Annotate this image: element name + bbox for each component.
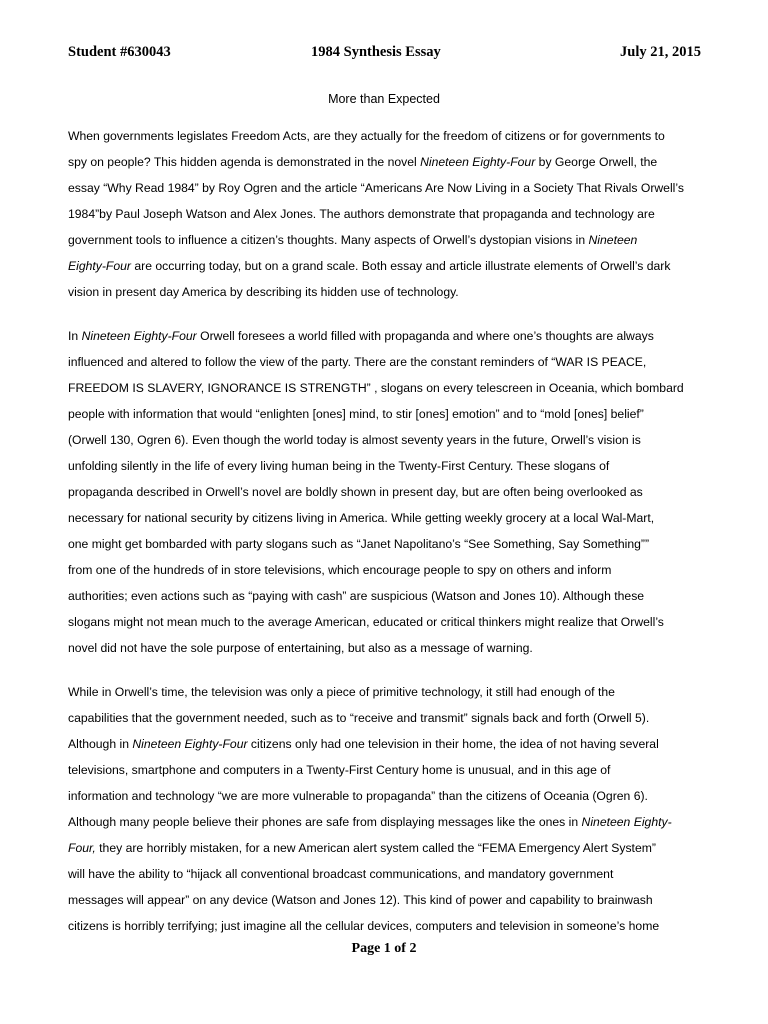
text-line: When governments legislates Freedom Acts, are they actually for the freedom of citizens or for governments to xyxy=(68,129,665,143)
paragraph-1 xyxy=(68,123,698,305)
text-line: televisions, smartphone and computers in a Twenty-First Century home is unusual, and in this age of xyxy=(68,763,611,777)
paragraph-3 xyxy=(68,679,698,939)
text-line: messages will appear” on any device (Watson and Jones 12). This kind of power and capability to brainwash xyxy=(68,893,653,907)
essay-course: 1984 Synthesis Essay xyxy=(311,44,441,60)
page-number: Page 1 of 2 xyxy=(351,941,417,956)
text-line: propaganda described in Orwell’s novel are boldly shown in present day, but are often being overlooked as xyxy=(68,485,643,499)
text-line: (Orwell 130, Ogren 6). Even though the world today is almost seventy years in the future, Orwell’s vision is xyxy=(68,433,641,447)
text-line: authorities; even actions such as “paying with cash” are suspicious (Watson and Jones 10). Although these xyxy=(68,589,645,603)
text-line: unfolding silently in the life of every living human being in the Twenty-First Century. These slogans of xyxy=(68,459,610,473)
page-header xyxy=(68,44,701,66)
text-line: essay “Why Read 1984” by Roy Ogren and the article “Americans Are Now Living in a Society That Rivals Orwell’s xyxy=(68,181,684,195)
text-line: novel did not have the sole purpose of entertaining, but also as a message of warning. xyxy=(68,641,533,655)
text-line: from one of the hundreds of in store televisions, which encourage people to spy on others and inform xyxy=(68,563,612,577)
text-line: information and technology “we are more vulnerable to propaganda” than the citizens of Oceania (Ogren 6). xyxy=(68,789,648,803)
text-line: Although many people believe their phones are safe from displaying messages like the ones in Nineteen Eighty- xyxy=(68,815,672,829)
text-line: In Nineteen Eighty-Four Orwell foresees a world filled with propaganda and where one’s thoughts are always xyxy=(68,329,654,343)
text-line: citizens is horribly terrifying; just imagine all the cellular devices, computers and television in someone’s home xyxy=(68,919,660,933)
student-id: Student #630043 xyxy=(68,44,171,60)
text-line: slogans might not mean much to the average American, educated or critical thinkers might realize that Orwell’s xyxy=(68,615,664,629)
text-line: spy on people? This hidden agenda is demonstrated in the novel Nineteen Eighty-Four by George Orwell, the xyxy=(68,155,658,169)
text-line: Although in Nineteen Eighty-Four citizens only had one television in their home, the idea of not having several xyxy=(68,737,659,751)
text-line: Eighty-Four are occurring today, but on a grand scale. Both essay and article illustrate elements of Orwell’s dark xyxy=(68,259,671,273)
text-line: capabilities that the government needed, such as to “receive and transmit” signals back and forth (Orwell 5). xyxy=(68,711,650,725)
text-line: people with information that would “enlighten [ones] mind, to stir [ones] emotion” and to “mold [ones] belief” xyxy=(68,407,644,421)
text-line: necessary for national security by citizens living in America. While getting weekly grocery at a local Wal-Mart, xyxy=(68,511,655,525)
paragraph-2 xyxy=(68,323,698,661)
text-line: FREEDOM IS SLAVERY, IGNORANCE IS STRENGTH” , slogans on every telescreen in Oceania, which bombard xyxy=(68,381,684,395)
text-line: 1984”by Paul Joseph Watson and Alex Jones. The authors demonstrate that propaganda and technology are xyxy=(68,207,655,221)
essay-body xyxy=(68,123,698,957)
text-line: government tools to influence a citizen’s thoughts. Many aspects of Orwell’s dystopian visions in Nineteen xyxy=(68,233,638,247)
essay-date: July 21, 2015 xyxy=(620,44,701,60)
text-line: Four, they are horribly mistaken, for a new American alert system called the “FEMA Emergency Alert System” xyxy=(68,841,656,855)
essay-title: More than Expected xyxy=(328,92,440,106)
text-line: one might get bombarded with party slogans such as “Janet Napolitano’s “See Something, Say Something”” xyxy=(68,537,650,551)
text-line: While in Orwell’s time, the television was only a piece of primitive technology, it still had enough of the xyxy=(68,685,615,699)
text-line: vision in present day America by describing its hidden use of technology. xyxy=(68,285,459,299)
text-line: will have the ability to “hijack all conventional broadcast communications, and mandatory government xyxy=(68,867,614,881)
text-line: influenced and altered to follow the view of the party. There are the constant reminders of “WAR IS PEACE, xyxy=(68,355,647,369)
